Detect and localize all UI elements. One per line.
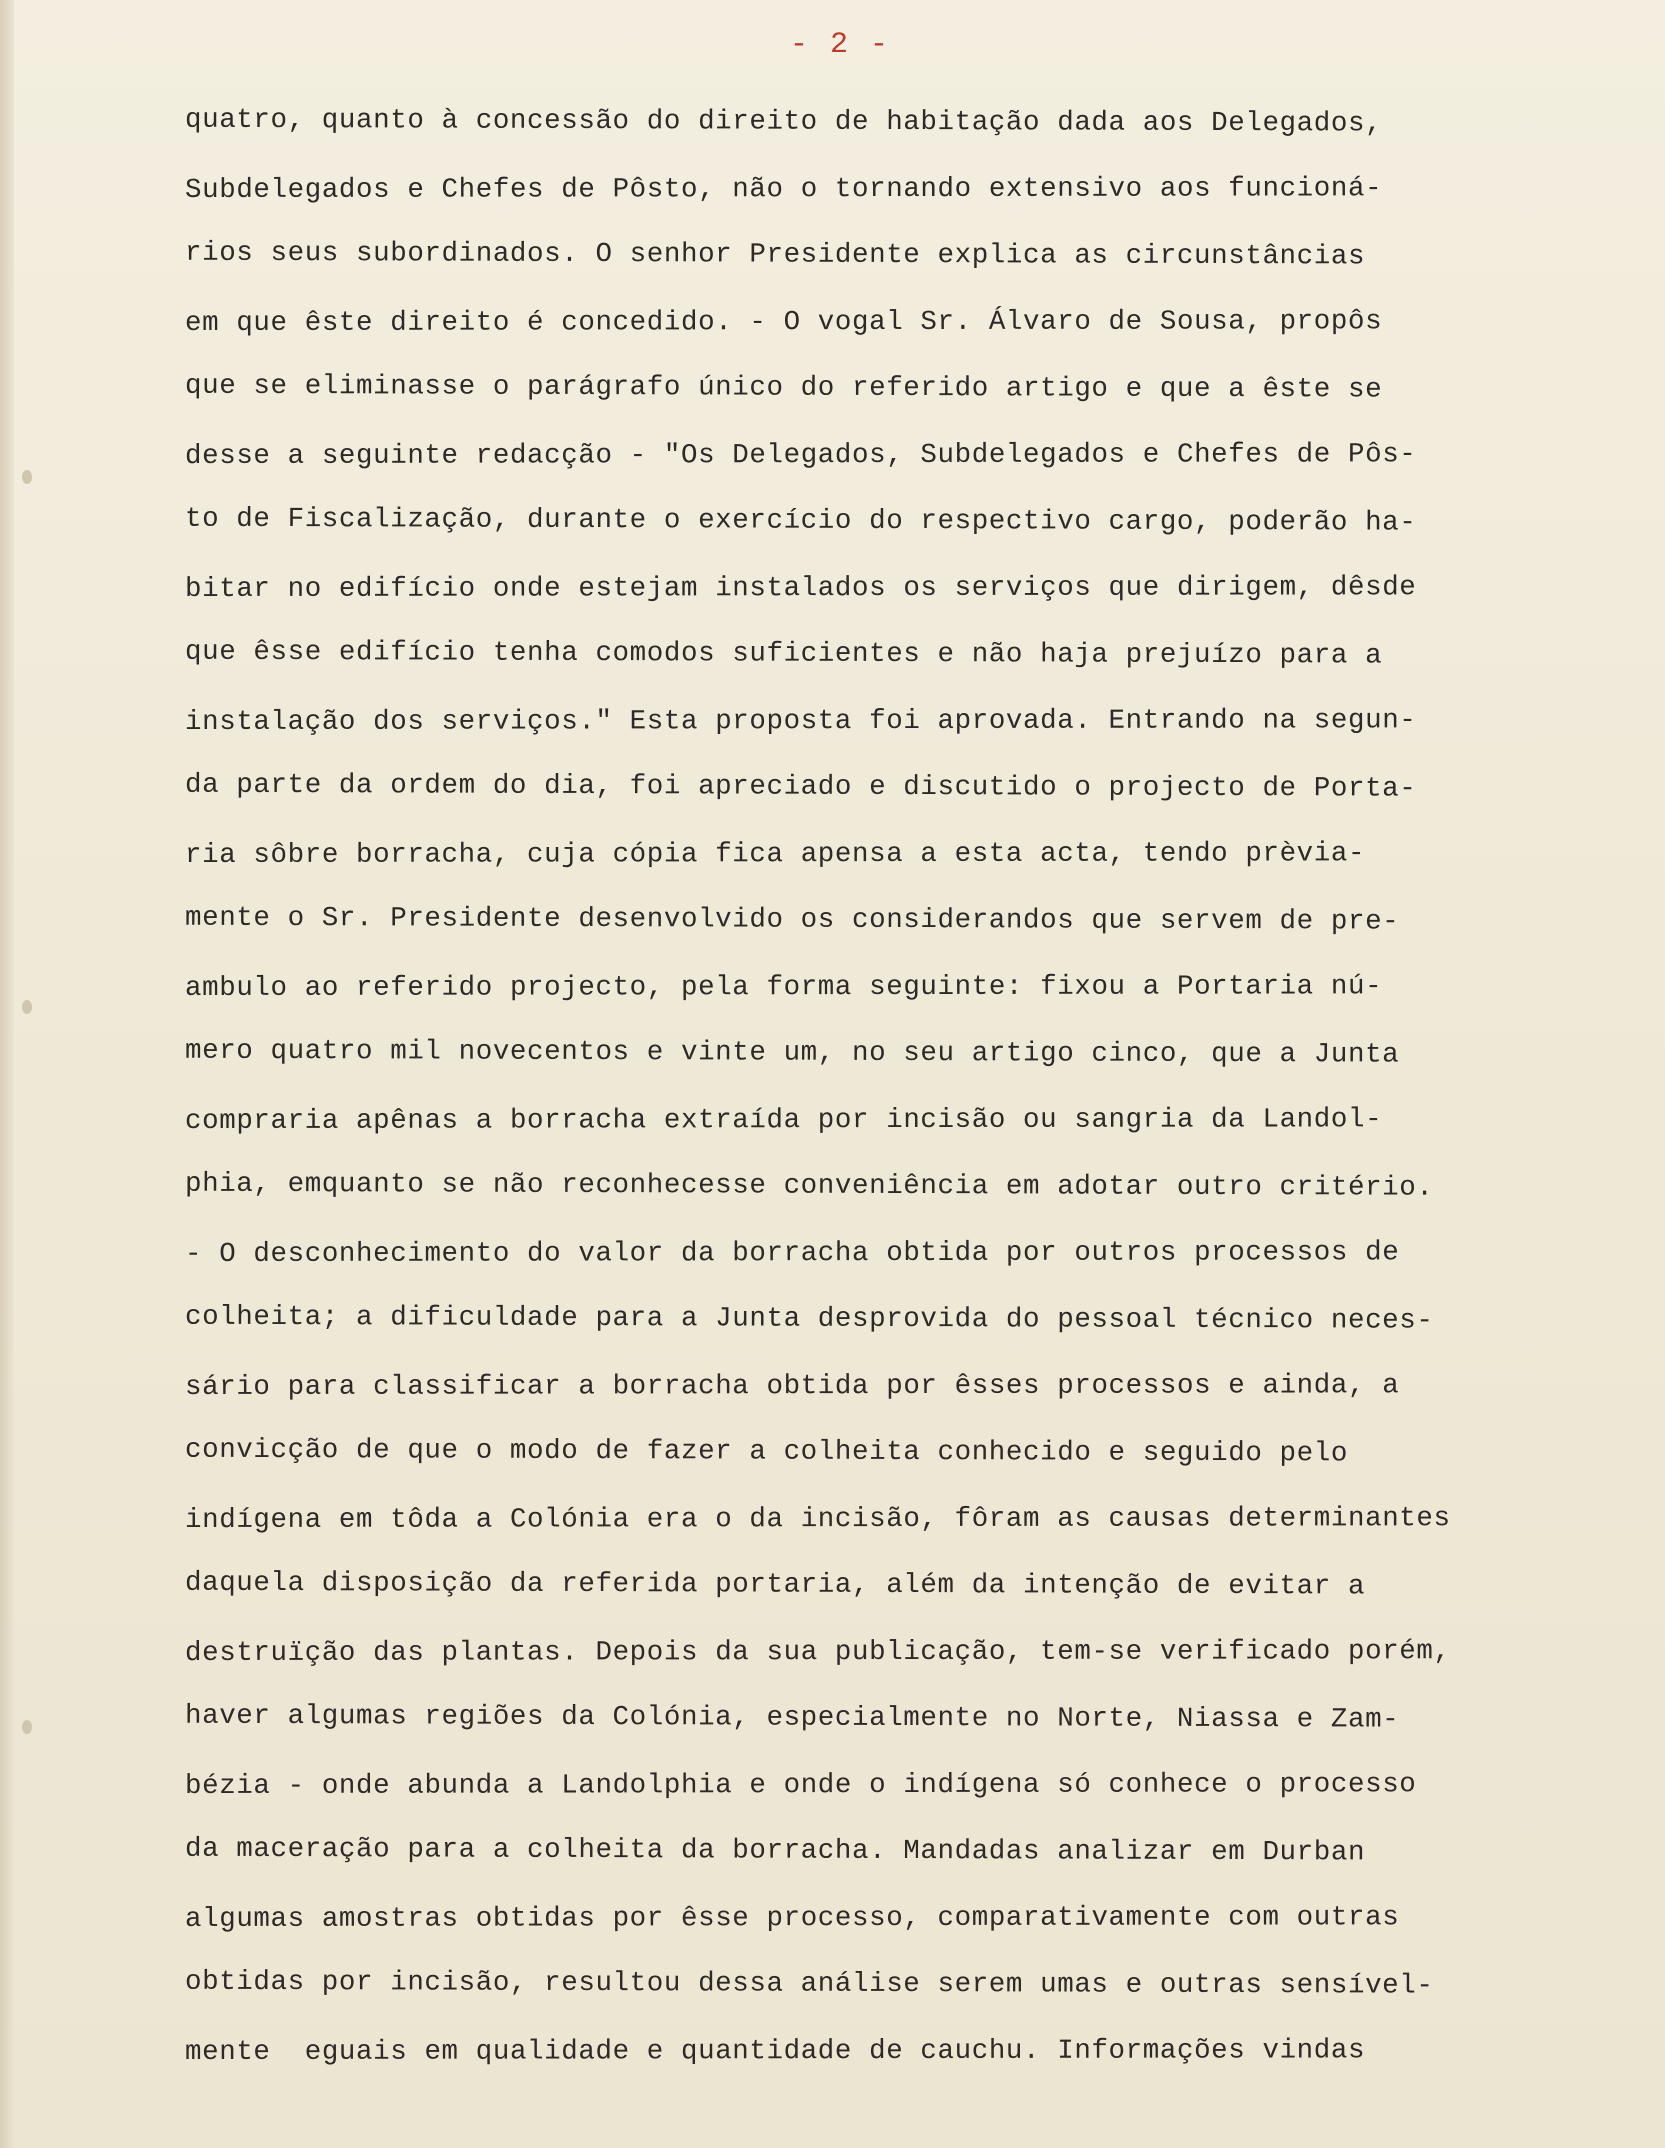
page-number: - 2 - xyxy=(789,28,890,62)
text-line: que êsse edifício tenha comodos suficientes e não haja prejuízo para a xyxy=(184,636,1383,672)
text-line: bézia - onde abunda a Landolphia e onde o indígena só conhece o processo xyxy=(184,1768,1417,1802)
text-line: colheita; a dificuldade para a Junta desprovida do pessoal técnico neces- xyxy=(184,1301,1434,1337)
text-line: em que êste direito é concedido. - O vogal Sr. Álvaro de Sousa, propôs xyxy=(184,305,1383,339)
text-line: indígena em tôda a Colónia era o da incisão, fôram as causas determinantes xyxy=(184,1502,1451,1536)
text-line: bitar no edifício onde estejam instalados os serviços que dirigem, dêsde xyxy=(184,571,1417,605)
text-line: da maceração para a colheita da borracha. Mandadas analizar em Durban xyxy=(184,1833,1366,1869)
text-line: da parte da ordem do dia, foi apreciado e discutido o projecto de Porta- xyxy=(184,769,1417,805)
text-line: to de Fiscalização, durante o exercício do respectivo cargo, poderão ha- xyxy=(184,503,1417,539)
text-line: phia, emquanto se não reconhecesse conveniência em adotar outro critério. xyxy=(184,1168,1434,1204)
text-line: Subdelegados e Chefes de Pôsto, não o tornando extensivo aos funcioná- xyxy=(184,172,1383,206)
text-line: algumas amostras obtidas por êsse processo, comparativamente com outras xyxy=(184,1901,1400,1935)
punch-mark xyxy=(22,1720,32,1734)
text-line: ria sôbre borracha, cuja cópia fica apensa a esta acta, tendo prèvia- xyxy=(184,837,1366,871)
punch-mark xyxy=(22,470,32,484)
text-line: rios seus subordinados. O senhor Presidente explica as circunstâncias xyxy=(184,237,1366,273)
text-line: haver algumas regiões da Colónia, especialmente no Norte, Niassa e Zam- xyxy=(184,1700,1400,1736)
text-line: mente o Sr. Presidente desenvolvido os considerandos que servem de pre- xyxy=(184,902,1400,938)
text-line: desse a seguinte redacção - "Os Delegados, Subdelegados e Chefes de Pôs- xyxy=(184,438,1417,472)
text-line: quatro, quanto à concessão do direito de habitação dada aos Delegados, xyxy=(184,104,1383,140)
paper-left-edge xyxy=(0,0,14,2148)
text-line: sário para classificar a borracha obtida por êsses processos e ainda, a xyxy=(184,1369,1400,1403)
text-line: mente eguais em qualidade e quantidade de cauchu. Informações vindas xyxy=(184,2034,1366,2068)
text-line: instalação dos serviços." Esta proposta foi aprovada. Entrando na segun- xyxy=(184,704,1417,738)
text-line: que se eliminasse o parágrafo único do referido artigo e que a êste se xyxy=(184,370,1383,406)
text-line: obtidas por incisão, resultou dessa análise serem umas e outras sensível- xyxy=(184,1966,1434,2002)
typed-text-body xyxy=(185,90,1625,2085)
text-line: compraria apênas a borracha extraída por incisão ou sangria da Landol- xyxy=(184,1103,1383,1137)
text-line: daquela disposição da referida portaria, além da intenção de evitar a xyxy=(184,1567,1366,1603)
text-line: - O desconhecimento do valor da borracha obtida por outros processos de xyxy=(184,1236,1400,1270)
text-line: destruïção das plantas. Depois da sua publicação, tem-se verificado porém, xyxy=(184,1635,1451,1669)
text-line: convicção de que o modo de fazer a colheita conhecido e seguido pelo xyxy=(184,1434,1349,1470)
text-line: mero quatro mil novecentos e vinte um, no seu artigo cinco, que a Junta xyxy=(184,1035,1400,1071)
text-line: ambulo ao referido projecto, pela forma seguinte: fixou a Portaria nú- xyxy=(184,970,1383,1004)
punch-mark xyxy=(22,1000,32,1014)
